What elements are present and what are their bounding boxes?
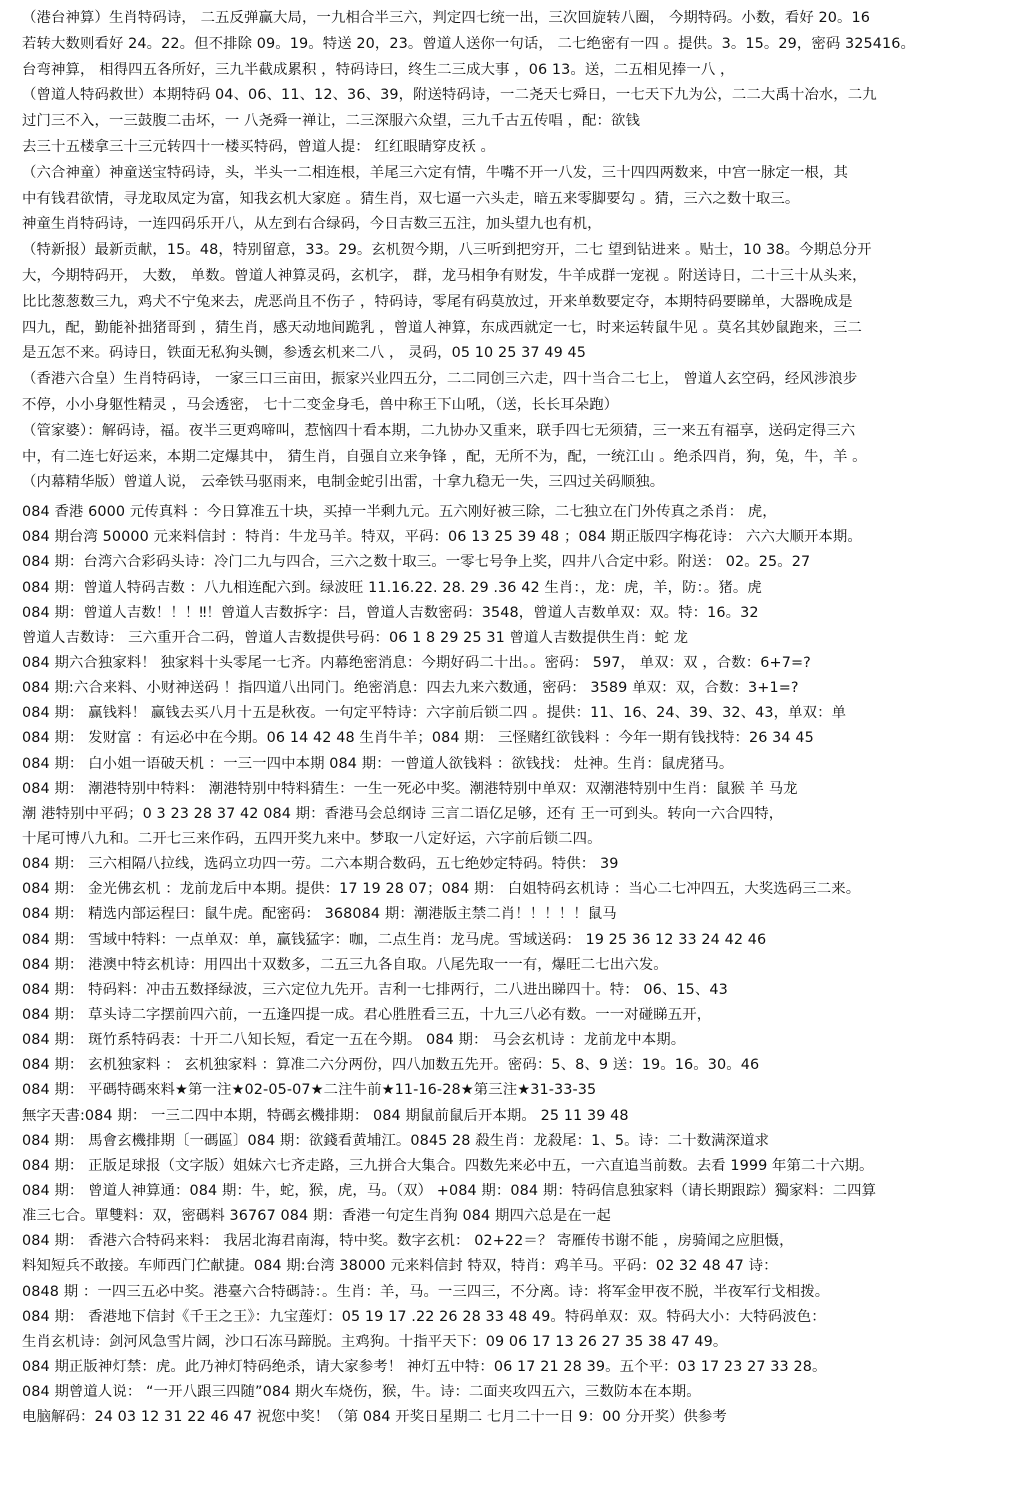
text-line: 084 期曾道人说： “一开八跟三四随”084 期火车烧伤，猴，牛。诗：二面夹攻四五六，三数防本在本期。 bbox=[22, 1384, 701, 1401]
text-line: （香港六合皇）生肖特码诗， 一家三口三亩田，振家兴业四五分，二二同创三六走，四十当合二七上， 曾道人玄空码，经风涉浪步 bbox=[22, 371, 858, 388]
text-line: 無字天書:084 期： 一三二四中本期，特碼玄機排期： 084 期鼠前鼠后开本期。 25 11 39 48 bbox=[22, 1107, 629, 1124]
text-line: 084 期台湾 50000 元来料信封 ：特肖：牛龙马羊。特双，平码：06 13 25 39 48 ；084 期正版四字梅花诗： 六六大顺开本期。 bbox=[22, 529, 862, 546]
text-line: 比比葱葱数三九，鸡犬不宁兔来去，虎恶尚且不伤子 ，特码诗，零尾有码莫放过，开来单数要定夺，本期特码要睇单，大器晚成是 bbox=[22, 293, 853, 310]
text-line: 潮 港特别中平码；0 3 23 28 37 42 084 期：香港马会总纲诗 三言二语亿足够，还有 王一可到头。转向一六合四特， bbox=[22, 805, 784, 822]
text-line: 084 期： 草头诗二字摆前四六前，一五逢四提一成。君心胜胜看三五，十九三八必有数。一一对碰睇五开， bbox=[22, 1006, 712, 1023]
text-line: 084 期：台湾六合彩码头诗：冷门二九与四合，三六之数十取三。一零七号争上奖，四井八合定中彩。附送： 02。25。27 bbox=[22, 554, 811, 571]
text-line: 不停，小小身躯性精灵 ，马会透密， 七十二变金身毛，兽中称王下山吼，（送，长长耳朵跑） bbox=[22, 396, 619, 413]
text-line: 084 期： 三六相隔八拉线，选码立功四一劳。二六本期合数码，五七绝妙定特码。特供： 39 bbox=[22, 856, 619, 873]
text-line: 084 期： 玄机独家料 ： 玄机独家料 ：算准二六分两份，四八加数五先开。密码：5、8、9 送：19。16。30。46 bbox=[22, 1057, 760, 1074]
text-line: 去三十五楼拿三十三元转四十一楼买特码，曾道人提： 红红眼睛穿皮袄 。 bbox=[22, 138, 496, 155]
text-line: （港台神算）生肖特码诗， 二五反弹赢大局，一九相合半三六，判定四七统一出，三次回旋转八圈， 今期特码。小数，看好 20。16 bbox=[22, 10, 871, 26]
text-line: （六合神童）神童送宝特码诗，头，半头一二相连根，羊尾三六定有情，牛嘴不开一八发，三十四四两数来，中宫一脉定一根，其 bbox=[22, 164, 848, 181]
text-line: 大，今期特码开， 大数， 单数。曾道人神算灵码，玄机字， 群，龙马相争有财发，牛羊成群一宠视 。附送诗日，二十三十从头来， bbox=[22, 267, 867, 284]
text-line: 084 香港 6000 元传真料 ：今日算准五十块，买掉一半剩九元。五六刚好被三除，二七独立在门外传真之杀肖： 虎， bbox=[22, 504, 777, 521]
text-line: 若转大数则看好 24。22。但不排除 09。19。特送 20，23。曾道人送你一句话， 二七绝密有一四 。提供。3。15。29，密码 325416。 bbox=[22, 35, 916, 52]
text-line: 084 期： 正版足球报（文字版）姐妹六七齐走路，三九拼合大集合。四数先来必中五，一六直追当前数。去看 1999 年第二十六期。 bbox=[22, 1157, 874, 1174]
text-line: 生肖玄机诗：剑河风急雪片阔，沙口石冻马蹄脱。主鸡狗。十指平天下：09 06 17 13 26 27 35 38 47 49。 bbox=[22, 1333, 728, 1350]
text-line: 中有钱君欲情，寻龙取凤定为富，知我玄机大家庭 。猜生肖，双七逼一六头走，暗五来零脚要勾 。猜，三六之数十取三。 bbox=[22, 190, 800, 207]
text-line: 084 期： 金光佛玄机 ：龙前龙后中本期。提供：17 19 28 07；084 期： 白姐特码玄机诗 ：当心二七冲四五，大奖选码三二来。 bbox=[22, 881, 861, 898]
text-line: 084 期： 雪域中特料：一点单双：单，赢钱猛字：咖，二点生肖：龙马虎。雪域送码： 19 25 36 12 33 24 42 46 bbox=[22, 931, 767, 948]
text-line: 084 期正版神灯禁：虎。此乃神灯特码绝杀，请大家参考！ 神灯五中特：06 17 21 28 39。五个平：03 17 23 27 33 28。 bbox=[22, 1358, 827, 1375]
text-line: 084 期： 斑竹系特码表：十开二八知长短，看定一五在今期。 084 期： 马会玄机诗 ：龙前龙中本期。 bbox=[22, 1032, 686, 1049]
text-line: 准三七合。單雙料：双，密碼料 36767 084 期：香港一句定生肖狗 084 期四六总是在一起 bbox=[22, 1208, 611, 1225]
text-line: 神童生肖特码诗，一连四码乐开八，从左到右合绿码，今日吉数三五注，加头望九也有机， bbox=[22, 216, 602, 233]
text-line: 084 期： 港澳中特玄机诗：用四出十双数多，二五三九各自取。八尾先取一一有，爆旺二七出六发。 bbox=[22, 956, 668, 973]
text-line: 084 期： 精选内部运程曰：鼠牛虎。配密码： 368084 期：潮港版主禁二肖！！！！！鼠马 bbox=[22, 906, 617, 923]
text-line: 084 期六合独家料！ 独家料十头零尾一七齐。内幕绝密消息：今期好码二十出。。密码： 597， 单双：双 ，合数：6+7=? bbox=[22, 654, 811, 671]
text-line: 十尾可博八九和。二开七三来作码，五四开奖九来中。梦取一八定好运，六字前后锁二四。 bbox=[22, 830, 602, 847]
text-line: 过门三不入，一三鼓腹二击坏，一 八尧舜一禅让，二三深服六众望，三九千古五传唱 ，配：欲钱 bbox=[22, 113, 640, 130]
text-line: 0848 期 ：一四三五必中奖。港臺六合特碼詩：。生肖：羊，马。一三四三，不分离。诗：将军金甲夜不脱，半夜军行戈相拨。 bbox=[22, 1283, 830, 1300]
section-predictions-b bbox=[22, 500, 1020, 1430]
text-line: 084 期： 平碼特碼來料★第一注★02-05-07★二注牛前★11-16-28★第三注★31-33-35 bbox=[22, 1082, 597, 1099]
text-line: 084 期:六合来料、小财神送码 ！指四道八出同门。绝密消息：四去九来六数通，密码： 3589 单双：双，合数：3+1=? bbox=[22, 680, 799, 697]
text-line: （管家婆）：解码诗，福。夜半三更鸡啼叫，惹恼四十看本期，二九协办又重来，联手四七无须猜，三一来五有福享，送码定得三六 bbox=[22, 422, 856, 439]
text-line: 是五怎不来。码诗日，铁面无私狗头铡，参透玄机来二八 ， 灵码，05 10 25 37 49 45 bbox=[22, 345, 587, 362]
text-line: 084 期：曾道人特码吉数 ：八九相连配六到。绿波旺 11.16.22. 28. 29 .36 42 生肖：，龙：虎，羊，防：。猪。虎 bbox=[22, 579, 762, 596]
text-line: 台弯神算， 相得四五各所好，三九半截成累积 ，特码诗曰，终生二三成大事 ，06 13。送，二五相见捧一八 ， bbox=[22, 61, 735, 78]
text-line: 084 期： 曾道人神算通：084 期：牛，蛇，猴，虎，马。（双） +084 期：084 期：特码信息独家料（请长期跟踪）獨家料：二四算 bbox=[22, 1182, 877, 1199]
text-line: 料知短兵不敢接。车师西门伫献捷。084 期:台湾 38000 元来料信封 特双，特肖：鸡羊马。平码：02 32 48 47 诗： bbox=[22, 1258, 778, 1275]
text-line: （内幕精华版）曾道人说， 云牵铁马驱雨来，电制金蛇引出雷，十拿九稳无一失，三四过关码顺独。 bbox=[22, 474, 665, 491]
text-line: 084 期： 赢钱料！ 赢钱去买八月十五是秋夜。一句定平特诗：六字前后锁二四 。提供：11、16、24、39、32、43，单双：单 bbox=[22, 705, 847, 722]
text-line: 电脑解码：24 03 12 31 22 46 47 祝您中奖！（第 084 开奖日星期二 七月二十一日 9：00 分开奖）供参考 bbox=[22, 1409, 727, 1426]
text-line: 四九，配，勤能补拙猪哥到 ，猜生肖，感天动地间跪乳 ，曾道人神算，东成西就定一七，时来运转鼠牛见 。莫名其妙鼠跑来，三二 bbox=[22, 319, 862, 336]
text-line: 中，有二连七好运来，本期二定爆其中， 猜生肖，自强自立来争锋 ，配，无所不为，配，一统江山 。绝杀四肖，狗，兔，牛，羊 。 bbox=[22, 448, 867, 465]
text-line: 084 期： 白小姐一语破天机 ：一三一四中本期 084 期：一曾道人欲钱料 ：欲钱找： 灶神。生肖：鼠虎猪马。 bbox=[22, 755, 734, 772]
text-line: 曾道人吉数诗： 三六重开合二码，曾道人吉数提供号码：06 1 8 29 25 31 曾道人吉数提供生肖：蛇 龙 bbox=[22, 629, 689, 646]
section-predictions-a bbox=[22, 6, 1020, 496]
text-line: 084 期： 香港地下信封《千王之王》：九宝莲灯：05 19 17 .22 26 28 33 48 49。特码单双：双。特码大小：大特码波色： bbox=[22, 1308, 826, 1325]
text-line: 084 期： 潮港特别中特料： 潮港特别中特料猜生：一生一死必中奖。潮港特别中单双：双潮港特别中生肖：鼠猴 羊 马龙 bbox=[22, 780, 798, 797]
text-line: 084 期： 香港六合特码来料： 我居北海君南海，特中奖。数字玄机： 02+22＝？ 寄雁传书谢不能 ，房骑闻之应胆慑， bbox=[22, 1233, 794, 1250]
text-line: 084 期： 馬會玄機排期〔一碼區〕084 期：欲錢看黄埔江。0845 28 殺生肖：龙殺尾：1、5。诗：二十数满深道求 bbox=[22, 1132, 770, 1149]
text-line: 084 期： 特码料：冲击五数择绿波，三六定位九先开。吉利一七排两行，二八进出睇四十。特： 06、15、43 bbox=[22, 981, 728, 998]
text-line: （曾道人特码救世）本期特码 04、06、11、12、36、39，附送特码诗，一二尧天七舜日，一七天下九为公，二二大禹十冶水，二九 bbox=[22, 87, 877, 104]
text-line: 084 期： 发财富 ：有运必中在今期。06 14 42 48 生肖牛羊；084 期： 三怪赌红欲钱料 ：今年一期有钱找特：26 34 45 bbox=[22, 730, 814, 747]
text-line: （特新报）最新贡献，15。48，特别留意，33。29。玄机贺今期，八三听到把穷开，二七 望到钻进来 。贴士，10 38。今期总分开 bbox=[22, 242, 872, 259]
text-line: 084 期：曾道人吉数！！！‼！曾道人吉数拆字：吕，曾道人吉数密码：3548，曾道人吉数单双：双。特：16。32 bbox=[22, 604, 759, 621]
